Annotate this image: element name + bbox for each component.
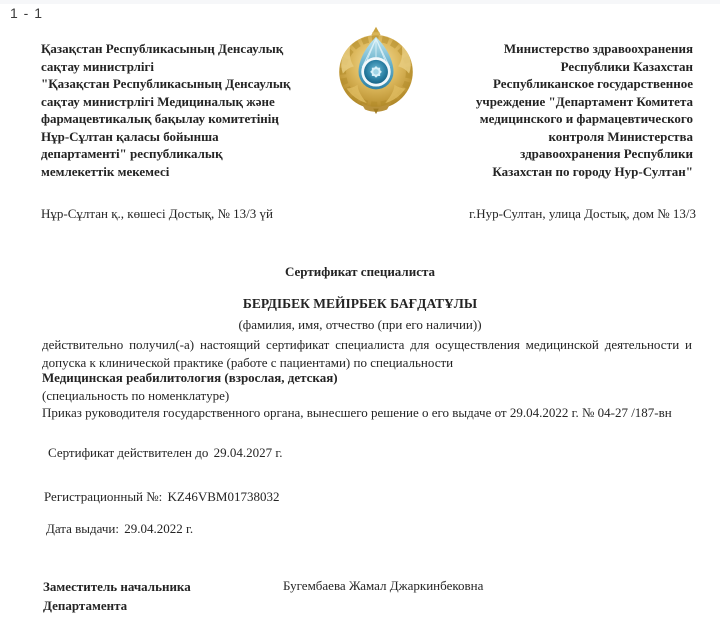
signer-position-line: Заместитель начальника	[43, 579, 191, 594]
holder-name-caption: (фамилия, имя, отчество (при его наличии))	[238, 317, 482, 332]
issuer-line: департаменті" республикалық	[41, 146, 223, 161]
issuer-line: сақтау министрлігі	[41, 58, 155, 74]
signer-position-line: Департамента	[43, 597, 128, 613]
issuer-line: медицинского и фармацевтического	[479, 111, 693, 126]
issuer-line: Қазақстан Республикасының Денсаулық	[41, 41, 284, 56]
registration-label: Регистрационный №:	[44, 489, 163, 504]
issuer-line: мемлекеттік мекемесі	[41, 163, 170, 179]
validity-line	[48, 445, 282, 461]
issuer-line: сақтау министрлігі Медициналық және	[41, 93, 275, 109]
issuer-name-russian	[418, 40, 693, 180]
validity-label: Сертификат действителен до	[48, 445, 209, 460]
certificate-holder-name: БЕРДІБЕК МЕЙІРБЕК БАҒДАТҰЛЫ	[242, 296, 478, 311]
registration-line	[44, 489, 280, 505]
specialty-name: Медицинская реабилитология (взрослая, детская)	[42, 370, 338, 385]
issuing-order-text: Приказ руководителя государственного органа, вынесшего решение о его выдаче от 29.04.2022 г. № 04-27 /187-вн	[42, 405, 672, 420]
issuer-line: Республики Казахстан	[560, 58, 693, 74]
issuer-line: контроля Министерства	[548, 128, 693, 144]
issuer-address-russian: г.Нур-Султан, улица Достық, дом № 13/3	[469, 206, 696, 221]
issuer-line: здравоохранения Республики	[520, 146, 693, 161]
issuer-address-kazakh: Нұр-Сұлтан қ., көшесі Достық, № 13/3 үй	[41, 206, 273, 221]
issuer-line: "Қазақстан Республикасының Денсаулық	[41, 76, 291, 91]
issuer-line: Нұр-Сұлтан қаласы бойынша	[41, 128, 219, 144]
kazakhstan-coat-of-arms-icon	[330, 24, 422, 116]
signer-name: Бугембаева Жамал Джаркинбековна	[283, 578, 484, 593]
issuer-name-kazakh	[41, 40, 326, 180]
certificate-body-text: действительно получил(-а) настоящий сертификат специалиста для осуществления медицинской деятельности и допуска к клинической практике (работе с пациентами) по специальности	[42, 337, 692, 370]
issuer-line: Республиканское государственное	[492, 76, 693, 91]
issue-date-label: Дата выдачи:	[46, 521, 120, 536]
signer-position	[43, 578, 191, 615]
specialty-caption: (специальность по номенклатуре)	[42, 387, 230, 403]
viewer-top-strip	[0, 0, 720, 4]
registration-number: KZ46VBM01738032	[167, 489, 280, 504]
issue-date-value: 29.04.2022 г.	[124, 521, 194, 536]
issuer-line: Министерство здравоохранения	[503, 41, 693, 56]
validity-date: 29.04.2027 г.	[213, 445, 283, 460]
page-indicator: 1 - 1	[10, 5, 44, 21]
issuer-line: учреждение "Департамент Комитета	[475, 93, 693, 109]
issuer-line: фармацевтикалық бақылау комитетінің	[41, 111, 279, 126]
document-title: Сертификат специалиста	[284, 264, 436, 279]
issuer-line: Казахстан по городу Нур-Султан"	[492, 163, 693, 179]
issue-date-line	[46, 521, 193, 537]
